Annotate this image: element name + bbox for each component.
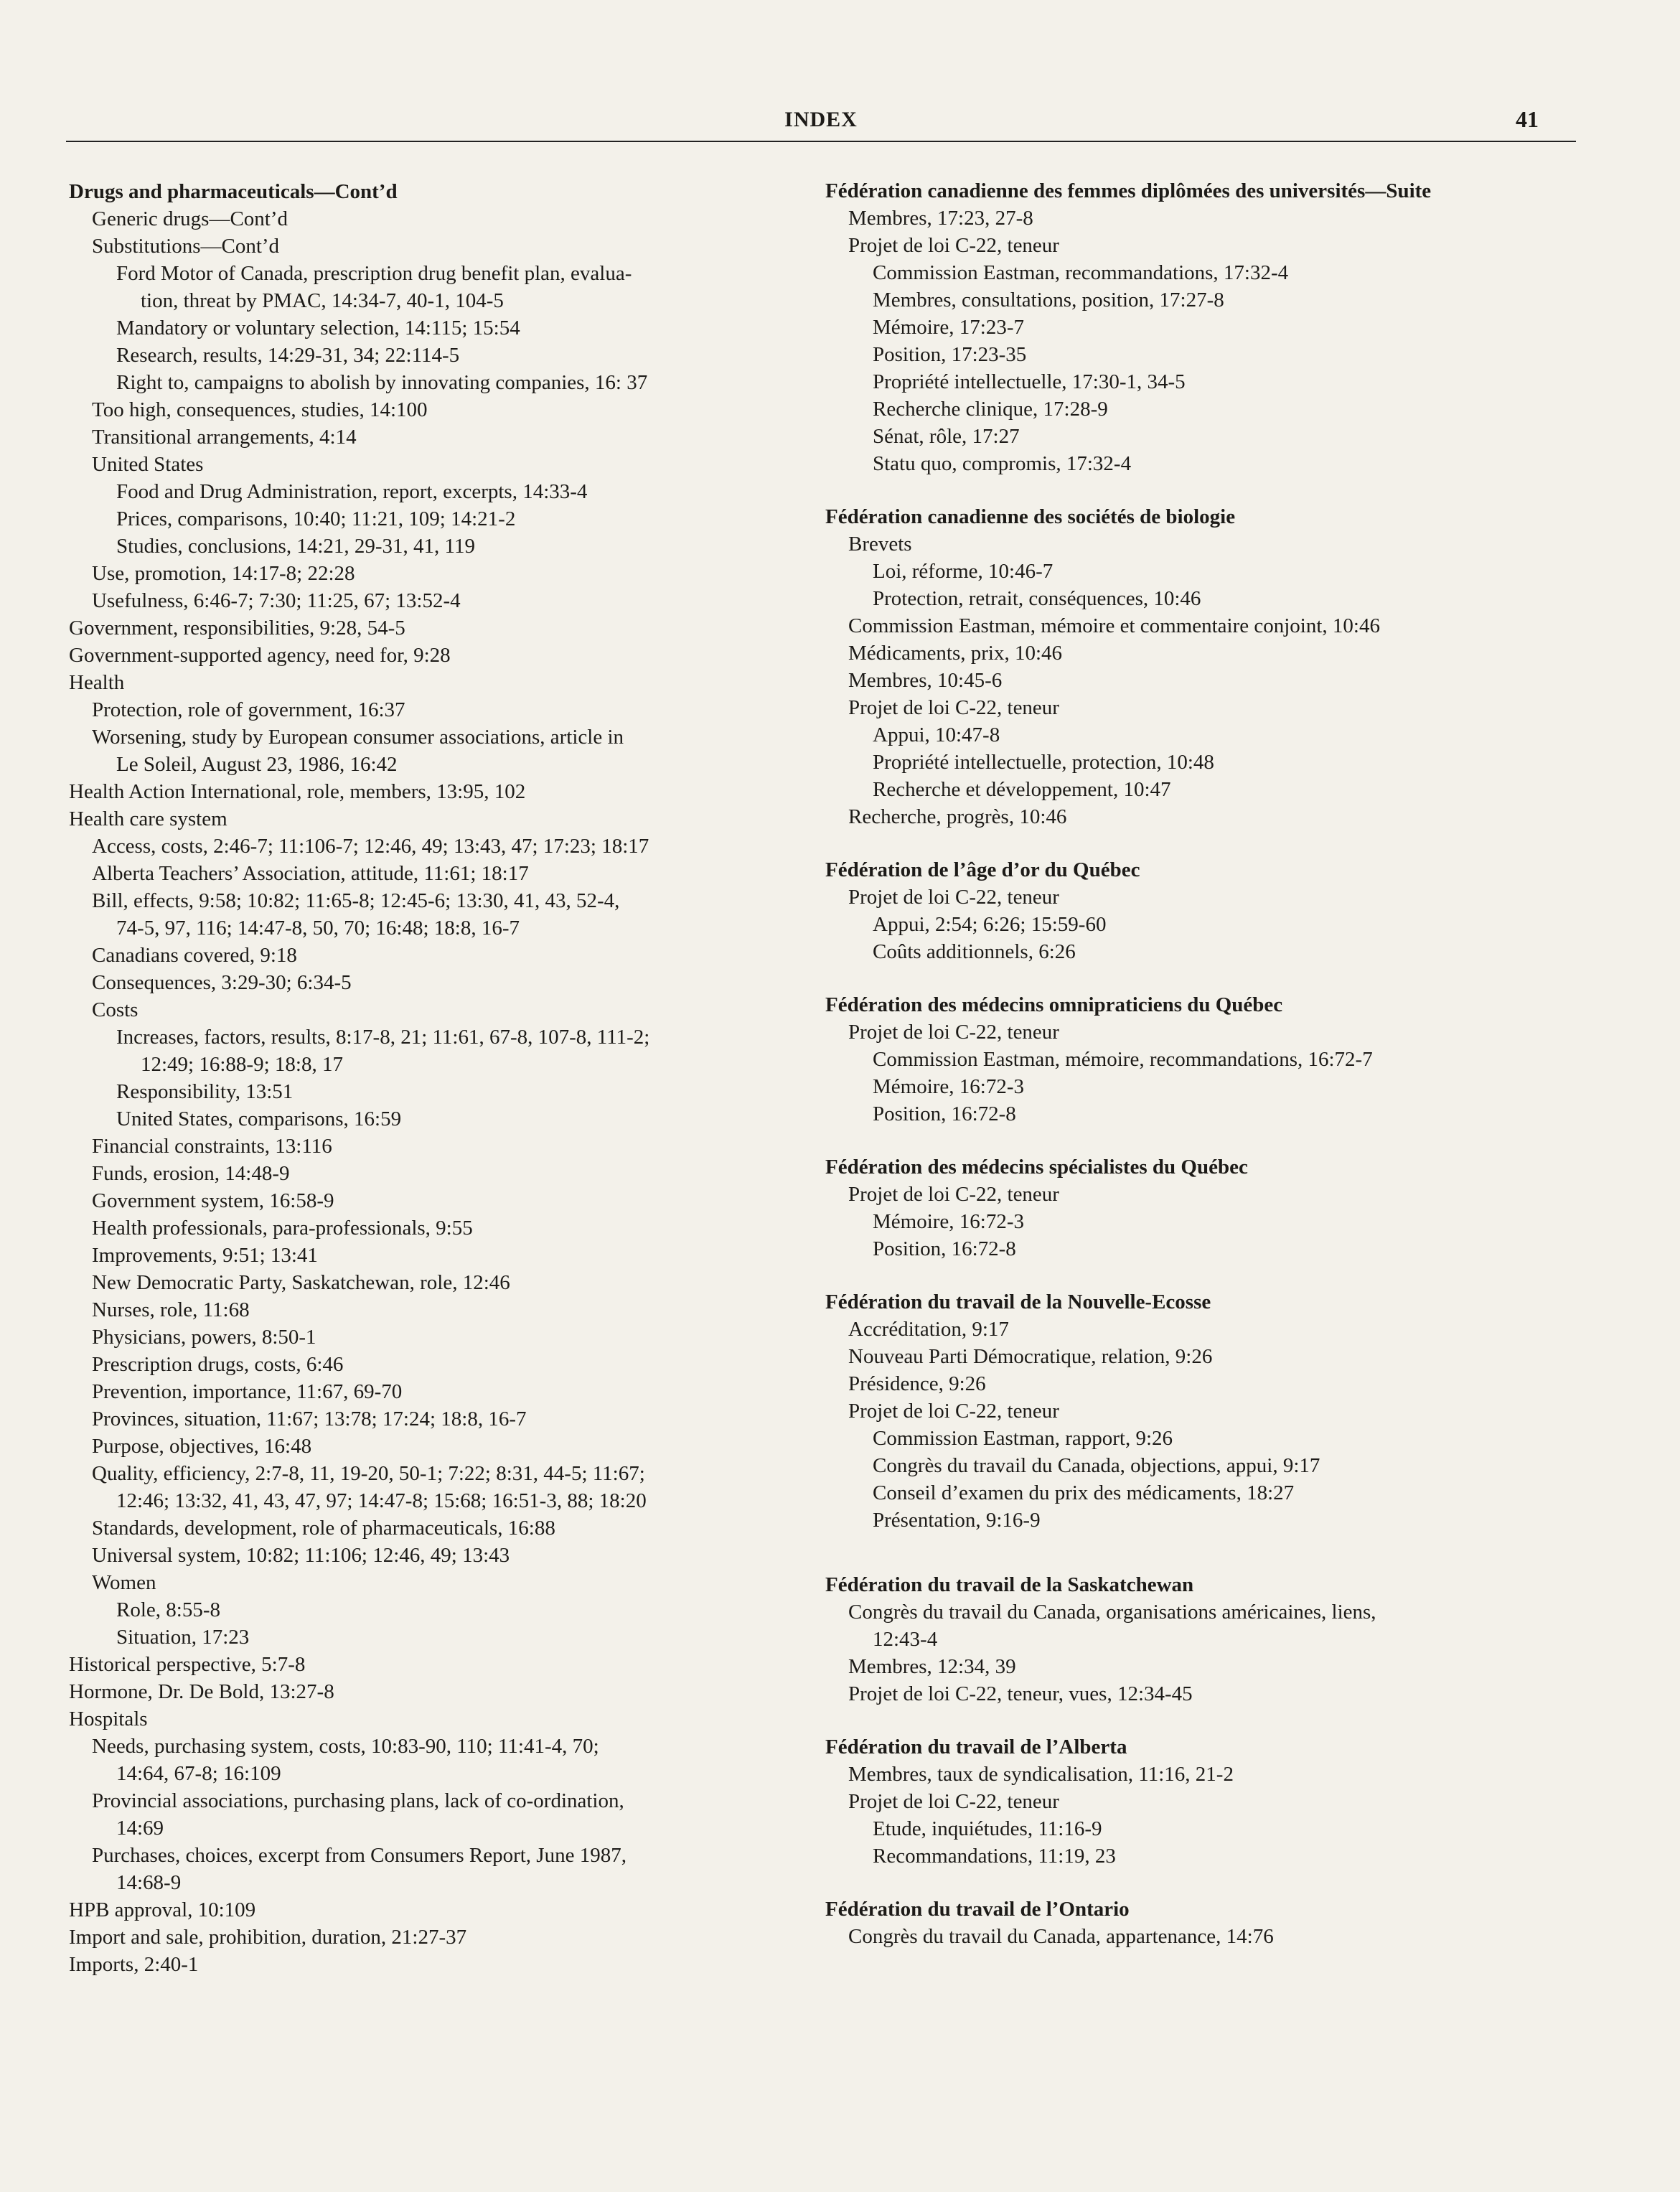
entry-spacer [825, 477, 1608, 503]
index-entry: Transitional arrangements, 4:14 [92, 426, 357, 449]
index-entry: Health [69, 671, 125, 694]
index-entry: Le Soleil, August 23, 1986, 16:42 [116, 753, 398, 776]
index-heading: Fédération du travail de la Saskatchewan [825, 1573, 1194, 1596]
index-entry: Usefulness, 6:46-7; 7:30; 11:25, 67; 13:52-4 [92, 589, 461, 612]
index-entry: Increases, factors, results, 8:17-8, 21; 11:61, 67-8, 107-8, 111-2; [116, 1026, 650, 1049]
entry-spacer [825, 1263, 1608, 1288]
index-entry: Coûts additionnels, 6:26 [873, 940, 1076, 963]
index-entry: Commission Eastman, mémoire et commentaire conjoint, 10:46 [848, 614, 1380, 637]
index-entry: Health Action International, role, members, 13:95, 102 [69, 780, 526, 803]
index-entry: Mémoire, 16:72-3 [873, 1210, 1025, 1233]
index-entry: Situation, 17:23 [116, 1626, 250, 1649]
index-entry: Responsibility, 13:51 [116, 1080, 294, 1103]
index-entry: 14:68-9 [116, 1871, 182, 1894]
index-entry: Présidence, 9:26 [848, 1372, 986, 1395]
index-entry: Worsening, study by European consumer associations, article in [92, 726, 624, 749]
index-entry: Recherche et développement, 10:47 [873, 778, 1171, 801]
index-entry: Sénat, rôle, 17:27 [873, 425, 1020, 448]
index-entry: Mandatory or voluntary selection, 14:115; 15:54 [116, 317, 520, 339]
index-entry: Use, promotion, 14:17-8; 22:28 [92, 562, 355, 585]
index-entry: Purchases, choices, excerpt from Consumers Report, June 1987, [92, 1844, 627, 1867]
index-entry: Food and Drug Administration, report, excerpts, 14:33-4 [116, 480, 588, 503]
index-entry: Access, costs, 2:46-7; 11:106-7; 12:46, 49; 13:43, 47; 17:23; 18:17 [92, 835, 649, 858]
index-entry: Etude, inquiétudes, 11:16-9 [873, 1817, 1102, 1840]
index-entry: Projet de loi C-22, teneur [848, 1790, 1059, 1813]
index-entry: Projet de loi C-22, teneur [848, 1021, 1059, 1044]
index-entry: Canadians covered, 9:18 [92, 944, 297, 967]
index-heading: Fédération du travail de la Nouvelle-Ecosse [825, 1291, 1211, 1313]
index-entry: Statu quo, compromis, 17:32-4 [873, 452, 1132, 475]
index-entry: Projet de loi C-22, teneur [848, 1183, 1059, 1206]
index-entry: Projet de loi C-22, teneur [848, 886, 1059, 909]
index-entry: Recherche, progrès, 10:46 [848, 805, 1067, 828]
index-entry: Purpose, objectives, 16:48 [92, 1435, 312, 1458]
index-entry: Propriété intellectuelle, protection, 10:48 [873, 751, 1214, 774]
index-heading: Fédération des médecins omnipraticiens du Québec [825, 993, 1283, 1016]
index-entry: Accréditation, 9:17 [848, 1318, 1009, 1341]
index-heading: Fédération canadienne des femmes diplômées des universités—Suite [825, 179, 1432, 202]
index-entry: Appui, 2:54; 6:26; 15:59-60 [873, 913, 1107, 936]
index-entry: Financial constraints, 13:116 [92, 1135, 332, 1158]
index-heading: Fédération du travail de l’Ontario [825, 1898, 1130, 1921]
index-entry: New Democratic Party, Saskatchewan, role, 12:46 [92, 1271, 510, 1294]
index-entry: Brevets [848, 533, 912, 556]
index-heading: Drugs and pharmaceuticals—Cont’d [69, 180, 398, 203]
index-entry: Provinces, situation, 11:67; 13:78; 17:24; 18:8, 16-7 [92, 1408, 527, 1430]
index-entry: Import and sale, prohibition, duration, 21:27-37 [69, 1926, 467, 1949]
index-entry: Bill, effects, 9:58; 10:82; 11:65-8; 12:45-6; 13:30, 41, 43, 52-4, [92, 889, 620, 912]
index-entry: Too high, consequences, studies, 14:100 [92, 398, 428, 421]
index-entry: Projet de loi C-22, teneur, vues, 12:34-45 [848, 1682, 1193, 1705]
index-entry: Congrès du travail du Canada, objections, appui, 9:17 [873, 1454, 1320, 1477]
index-entry: Research, results, 14:29-31, 34; 22:114-5 [116, 344, 460, 367]
index-entry: Quality, efficiency, 2:7-8, 11, 19-20, 50-1; 7:22; 8:31, 44-5; 11:67; [92, 1462, 645, 1485]
index-entry: Projet de loi C-22, teneur [848, 696, 1059, 719]
index-entry: Loi, réforme, 10:46-7 [873, 560, 1053, 583]
index-entry: Commission Eastman, recommandations, 17:32-4 [873, 261, 1289, 284]
index-entry: Government-supported agency, need for, 9:28 [69, 644, 451, 667]
index-entry: Standards, development, role of pharmaceuticals, 16:88 [92, 1517, 555, 1540]
index-entry: 74-5, 97, 116; 14:47-8, 50, 70; 16:48; 18:8, 16-7 [116, 917, 520, 940]
index-entry: Projet de loi C-22, teneur [848, 234, 1059, 257]
entry-spacer [825, 965, 1608, 991]
index-entry: Prescription drugs, costs, 6:46 [92, 1353, 344, 1376]
entry-spacer [825, 830, 1608, 856]
index-column-right [825, 177, 1608, 1950]
index-entry: Needs, purchasing system, costs, 10:83-90, 110; 11:41-4, 70; [92, 1735, 599, 1758]
index-entry: 12:49; 16:88-9; 18:8, 17 [141, 1053, 343, 1076]
index-entry: 12:43-4 [873, 1628, 938, 1651]
index-entry: Studies, conclusions, 14:21, 29-31, 41, 119 [116, 535, 475, 558]
index-entry: Congrès du travail du Canada, organisations américaines, liens, [848, 1601, 1376, 1624]
index-entry: Universal system, 10:82; 11:106; 12:46, 49; 13:43 [92, 1544, 510, 1567]
page-title: INDEX [784, 108, 858, 131]
index-entry: Membres, consultations, position, 17:27-8 [873, 289, 1224, 312]
index-entry: Ford Motor of Canada, prescription drug benefit plan, evalua- [116, 262, 632, 285]
index-entry: Position, 16:72-8 [873, 1237, 1016, 1260]
index-entry: Médicaments, prix, 10:46 [848, 642, 1063, 665]
index-entry: Prices, comparisons, 10:40; 11:21, 109; 14:21-2 [116, 507, 516, 530]
page-header [66, 100, 1576, 142]
entry-spacer [825, 1534, 1608, 1571]
index-entry: Historical perspective, 5:7-8 [69, 1653, 306, 1676]
index-entry: 14:64, 67-8; 16:109 [116, 1762, 281, 1785]
index-heading: Fédération du travail de l’Alberta [825, 1736, 1127, 1758]
index-entry: Women [92, 1571, 156, 1594]
index-entry: Hospitals [69, 1708, 148, 1730]
entry-spacer [825, 1870, 1608, 1896]
index-entry: Recherche clinique, 17:28-9 [873, 398, 1108, 421]
index-entry: Role, 8:55-8 [116, 1598, 220, 1621]
index-entry: Membres, 17:23, 27-8 [848, 207, 1033, 230]
index-entry: Funds, erosion, 14:48-9 [92, 1162, 290, 1185]
index-entry: Government, responsibilities, 9:28, 54-5 [69, 617, 405, 640]
index-entry: Right to, campaigns to abolish by innovating companies, 16: 37 [116, 371, 648, 394]
index-entry: Government system, 16:58-9 [92, 1189, 334, 1212]
index-entry: Protection, retrait, conséquences, 10:46 [873, 587, 1201, 610]
index-heading: Fédération de l’âge d’or du Québec [825, 858, 1140, 881]
index-entry: Hormone, Dr. De Bold, 13:27-8 [69, 1680, 334, 1703]
index-entry: Congrès du travail du Canada, appartenance, 14:76 [848, 1925, 1274, 1948]
index-entry: Substitutions—Cont’d [92, 235, 280, 258]
index-entry: HPB approval, 10:109 [69, 1898, 256, 1921]
index-heading: Fédération canadienne des sociétés de biologie [825, 505, 1236, 528]
index-entry: Costs [92, 998, 139, 1021]
index-entry: Generic drugs—Cont’d [92, 207, 288, 230]
index-entry: Commission Eastman, mémoire, recommandations, 16:72-7 [873, 1048, 1373, 1071]
index-entry: Propriété intellectuelle, 17:30-1, 34-5 [873, 370, 1186, 393]
index-entry: Health care system [69, 807, 227, 830]
index-entry: 14:69 [116, 1817, 164, 1840]
index-entry: Projet de loi C-22, teneur [848, 1400, 1059, 1423]
entry-spacer [825, 1128, 1608, 1153]
index-entry: Prevention, importance, 11:67, 69-70 [92, 1380, 403, 1403]
page-number: 41 [1516, 106, 1539, 132]
index-column-left [69, 178, 830, 1978]
index-entry: Position, 17:23-35 [873, 343, 1027, 366]
index-entry: Physicians, powers, 8:50-1 [92, 1326, 316, 1349]
index-entry: Membres, 10:45-6 [848, 669, 1003, 692]
index-entry: Health professionals, para-professionals, 9:55 [92, 1217, 473, 1240]
index-entry: Improvements, 9:51; 13:41 [92, 1244, 318, 1267]
index-entry: Commission Eastman, rapport, 9:26 [873, 1427, 1173, 1450]
index-entry: Membres, taux de syndicalisation, 11:16, 21-2 [848, 1763, 1234, 1786]
index-entry: Nurses, role, 11:68 [92, 1298, 250, 1321]
index-entry: Nouveau Parti Démocratique, relation, 9:26 [848, 1345, 1213, 1368]
index-entry: Alberta Teachers’ Association, attitude, 11:61; 18:17 [92, 862, 529, 885]
index-entry: United States, comparisons, 16:59 [116, 1107, 402, 1130]
index-entry: Recommandations, 11:19, 23 [873, 1845, 1116, 1868]
index-entry: United States [92, 453, 204, 476]
index-entry: tion, threat by PMAC, 14:34-7, 40-1, 104-5 [141, 289, 504, 312]
index-entry: Mémoire, 17:23-7 [873, 316, 1025, 339]
index-entry: Membres, 12:34, 39 [848, 1655, 1016, 1678]
index-entry: Conseil d’examen du prix des médicaments, 18:27 [873, 1481, 1295, 1504]
index-entry: Position, 16:72-8 [873, 1102, 1016, 1125]
index-entry: Provincial associations, purchasing plans, lack of co-ordination, [92, 1789, 624, 1812]
entry-spacer [825, 1708, 1608, 1733]
index-entry: Appui, 10:47-8 [873, 723, 1000, 746]
index-entry: Consequences, 3:29-30; 6:34-5 [92, 971, 352, 994]
index-entry: Mémoire, 16:72-3 [873, 1075, 1025, 1098]
index-heading: Fédération des médecins spécialistes du Québec [825, 1156, 1248, 1179]
index-entry: Protection, role of government, 16:37 [92, 698, 405, 721]
index-entry: Imports, 2:40-1 [69, 1953, 199, 1976]
index-entry: 12:46; 13:32, 41, 43, 47, 97; 14:47-8; 15:68; 16:51-3, 88; 18:20 [116, 1489, 647, 1512]
index-entry: Présentation, 9:16-9 [873, 1509, 1041, 1532]
